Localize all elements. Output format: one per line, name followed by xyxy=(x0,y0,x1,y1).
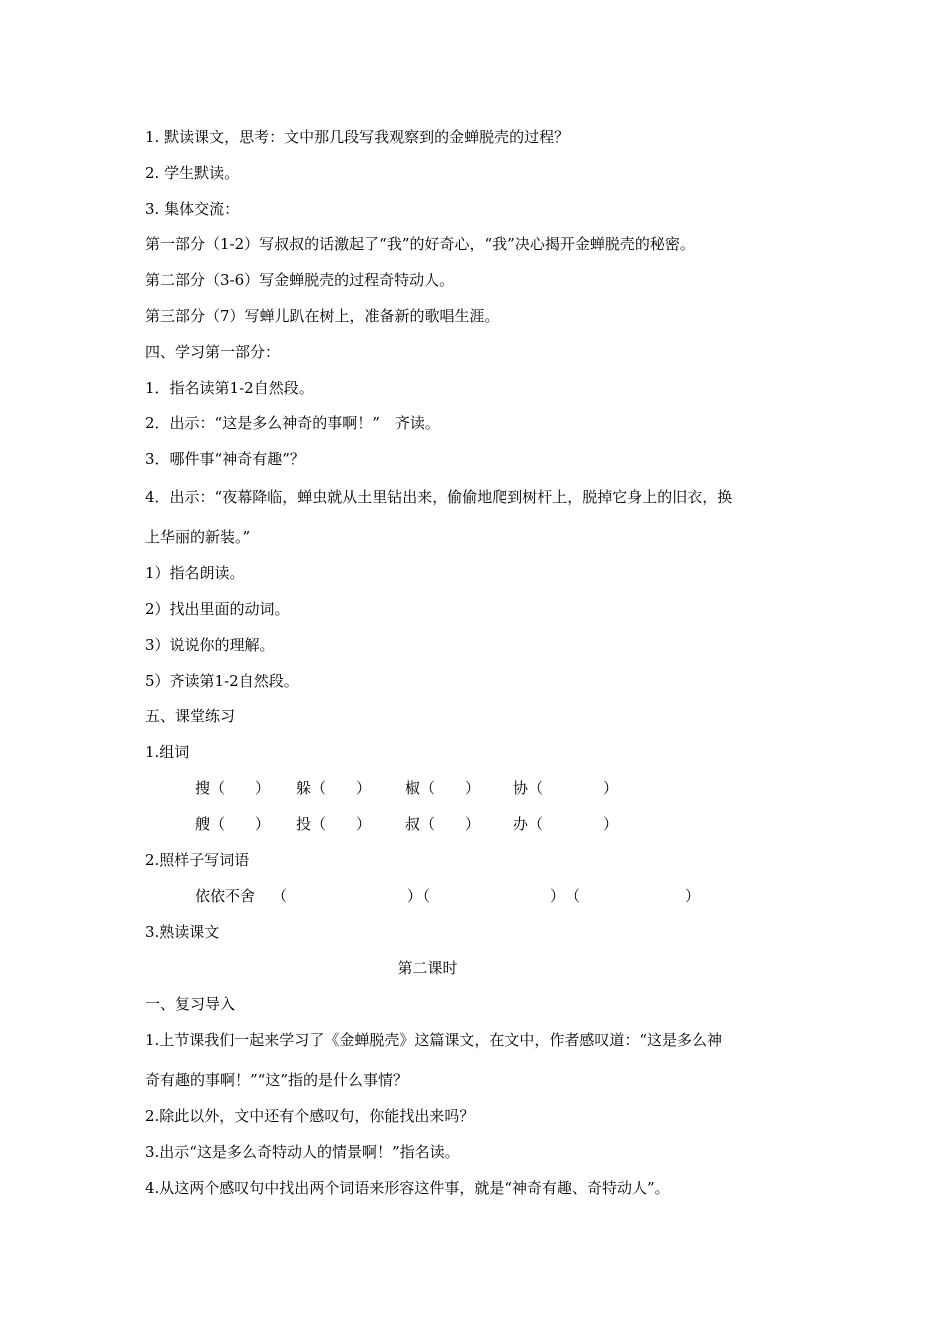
paragraph-line: 1.上节课我们一起来学习了《金蝉脱壳》这篇课文，在文中，作者感叹道：“这是多么神 xyxy=(145,1031,722,1049)
paragraph-line: 3.出示“这是多么奇特动人的情景啊！”指名读。 xyxy=(145,1143,460,1161)
word-group-cell: 艘（ ） xyxy=(195,815,271,833)
paragraph-line: 3）说说你的理解。 xyxy=(145,636,275,654)
paragraph-line: 1. 默读课文，思考：文中那几段写我观察到的金蝉脱壳的过程？ xyxy=(145,128,570,146)
paragraph-line: 4．出示：“夜幕降临，蝉虫就从土里钻出来，偷偷地爬到树杆上，脱掉它身上的旧衣，换 xyxy=(145,488,733,506)
exercise-title: 1.组词 xyxy=(145,743,190,761)
word-group-cell: 躲（ ） xyxy=(296,779,372,797)
word-group-cell: 椒（ ） xyxy=(405,779,481,797)
paragraph-line: 2.除此以外，文中还有个感叹句，你能找出来吗？ xyxy=(145,1107,475,1125)
paragraph-line: 第三部分（7）写蝉儿趴在树上，准备新的歌唱生涯。 xyxy=(145,307,500,325)
paragraph-line: 1）指名朗读。 xyxy=(145,564,245,582)
paragraph-line: 第一部分（1-2）写叔叔的话激起了“我”的好奇心，“我”决心揭开金蝉脱壳的秘密。 xyxy=(145,235,695,253)
paragraph-line: 5）齐读第1-2自然段。 xyxy=(145,672,299,690)
paragraph-line: 第二部分（3-6）写金蝉脱壳的过程奇特动人。 xyxy=(145,271,455,289)
section-heading: 五、课堂练习 xyxy=(145,707,236,725)
example-word: 依依不舍 xyxy=(195,887,256,905)
word-group-cell: 协（ ） xyxy=(513,779,619,797)
paragraph-line: 上华丽的新装。” xyxy=(145,528,251,546)
paragraph-line: 3．哪件事“神奇有趣”？ xyxy=(145,450,305,468)
paragraph-line: 2. 学生默读。 xyxy=(145,164,240,182)
exercise-title: 3.熟读课文 xyxy=(145,923,220,941)
lesson-title: 第二课时 xyxy=(397,959,458,977)
answer-blank: （ ） xyxy=(565,887,701,905)
paragraph-line: 2）找出里面的动词。 xyxy=(145,600,290,618)
section-heading: 一、复习导入 xyxy=(145,995,236,1013)
answer-blank: （ ） xyxy=(272,887,423,905)
paragraph-line: 2．出示：“这是多么神奇的事啊！” 齐读。 xyxy=(145,414,440,432)
word-group-cell: 投（ ） xyxy=(296,815,372,833)
word-group-cell: 叔（ ） xyxy=(405,815,481,833)
section-heading: 四、学习第一部分： xyxy=(145,343,281,361)
word-group-cell: 搜（ ） xyxy=(195,779,271,797)
paragraph-line: 奇有趣的事啊！”“这”指的是什么事情？ xyxy=(145,1071,409,1089)
exercise-title: 2.照样子写词语 xyxy=(145,851,250,869)
paragraph-line: 3. 集体交流： xyxy=(145,200,240,218)
paragraph-line: 1．指名读第1-2自然段。 xyxy=(145,379,314,397)
word-group-cell: 办（ ） xyxy=(513,815,619,833)
answer-blank: （ ） xyxy=(415,887,566,905)
paragraph-line: 4.从这两个感叹句中找出两个词语来形容这件事，就是“神奇有趣、奇特动人”。 xyxy=(145,1179,670,1197)
